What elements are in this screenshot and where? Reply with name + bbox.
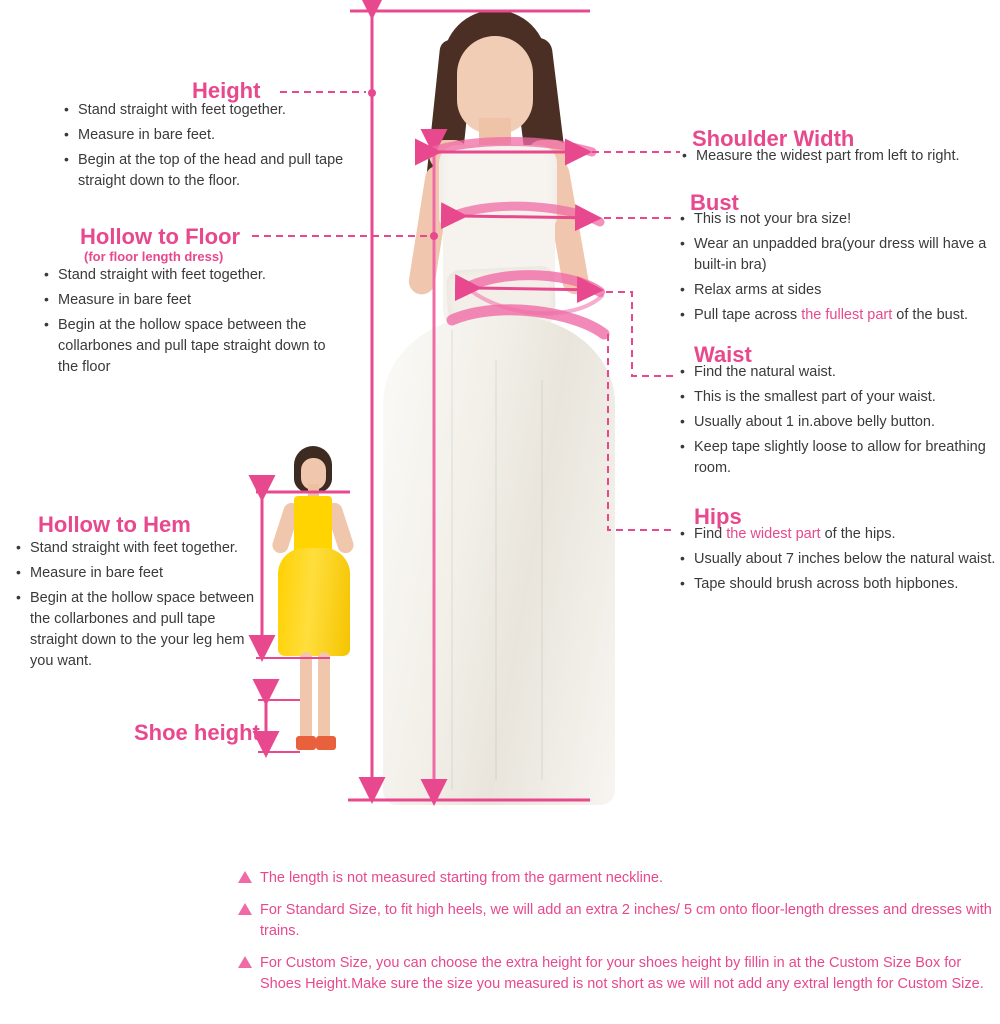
footer-notes: [238, 868, 998, 1006]
hips-highlight-text: the widest part: [726, 526, 821, 542]
small-model-skirt: [278, 548, 350, 656]
footer-note: For Standard Size, to fit high heels, we will add an extra 2 inches/ 5 cm onto floor-length dresses and dresses with trains.: [238, 900, 998, 942]
small-model-leg-left: [300, 652, 312, 744]
warning-triangle-icon: [238, 903, 252, 915]
shoe-height-label: Shoe height: [134, 720, 260, 745]
skirt-fold: [495, 360, 497, 780]
hollow-to-floor-bullets: • Stand straight with feet together. • Measure in bare feet • Begin at the hollow space between the collarbones and pull tape straight down to the floor: [42, 265, 342, 382]
hollow-to-hem-label: Hollow to Hem: [38, 512, 191, 537]
bust-bullet-highlight: • Pull tape across the fullest part of the bust.: [678, 305, 1000, 326]
small-model-shoe-right: [316, 736, 336, 750]
footer-note: The length is not measured starting from the garment neckline.: [238, 868, 998, 889]
waist-label: Waist: [694, 342, 752, 367]
warning-triangle-icon: [238, 871, 252, 883]
small-model-neck: [308, 484, 319, 496]
hollow-to-floor-label: Hollow to Floor: [80, 224, 241, 249]
small-model-bodice: [294, 496, 332, 554]
small-model-leg-right: [318, 652, 330, 744]
height-label: Height: [192, 78, 261, 103]
hips-bullet-highlight: • Find the widest part of the hips.: [678, 524, 1000, 545]
shoulder-width-bullets: • Measure the widest part from left to right.: [680, 146, 1000, 171]
hollow-to-floor-sublabel: (for floor length dress): [84, 249, 224, 264]
small-model-shoe-left: [296, 736, 316, 750]
hollow-to-hem-bullets: • Stand straight with feet together. • Measure in bare feet • Begin at the hollow space between the collarbones and pull tape straight down to the your leg hem you want.: [14, 538, 262, 676]
gown-model-image: [355, 0, 645, 810]
model-skirt: [383, 315, 615, 805]
bust-label: Bust: [690, 190, 739, 215]
hips-label: Hips: [694, 504, 742, 529]
hips-bullets: • Find the widest part of the hips. • Usually about 7 inches below the natural waist. • Tape should brush across both hipbones.: [678, 524, 1000, 599]
bust-highlight-text: the fullest part: [801, 307, 893, 324]
shoulder-width-label: Shoulder Width: [692, 126, 855, 151]
skirt-fold: [451, 330, 453, 790]
height-bullets: • Stand straight with feet together. • Measure in bare feet. • Begin at the top of the head and pull tape straight down to the floor.: [62, 100, 352, 196]
waist-bullets: • Find the natural waist. • This is the smallest part of your waist. • Usually about 1 in.above belly button. • Keep tape slightly loose to allow for breathing room.: [678, 362, 1000, 483]
footer-note: For Custom Size, you can choose the extra height for your shoes height by fillin in at the Custom Size Box for Shoes Height.Make sure the size you measured is not short as we will not add any extral length for Custom Size.: [238, 953, 998, 995]
short-dress-model-image: [258, 440, 366, 760]
skirt-fold: [541, 380, 543, 780]
warning-triangle-icon: [238, 956, 252, 968]
bust-bullets: • This is not your bra size! • Wear an unpadded bra(your dress will have a built-in bra) • Relax arms at sides • Pull tape across the fullest part of the bust.: [678, 209, 1000, 330]
